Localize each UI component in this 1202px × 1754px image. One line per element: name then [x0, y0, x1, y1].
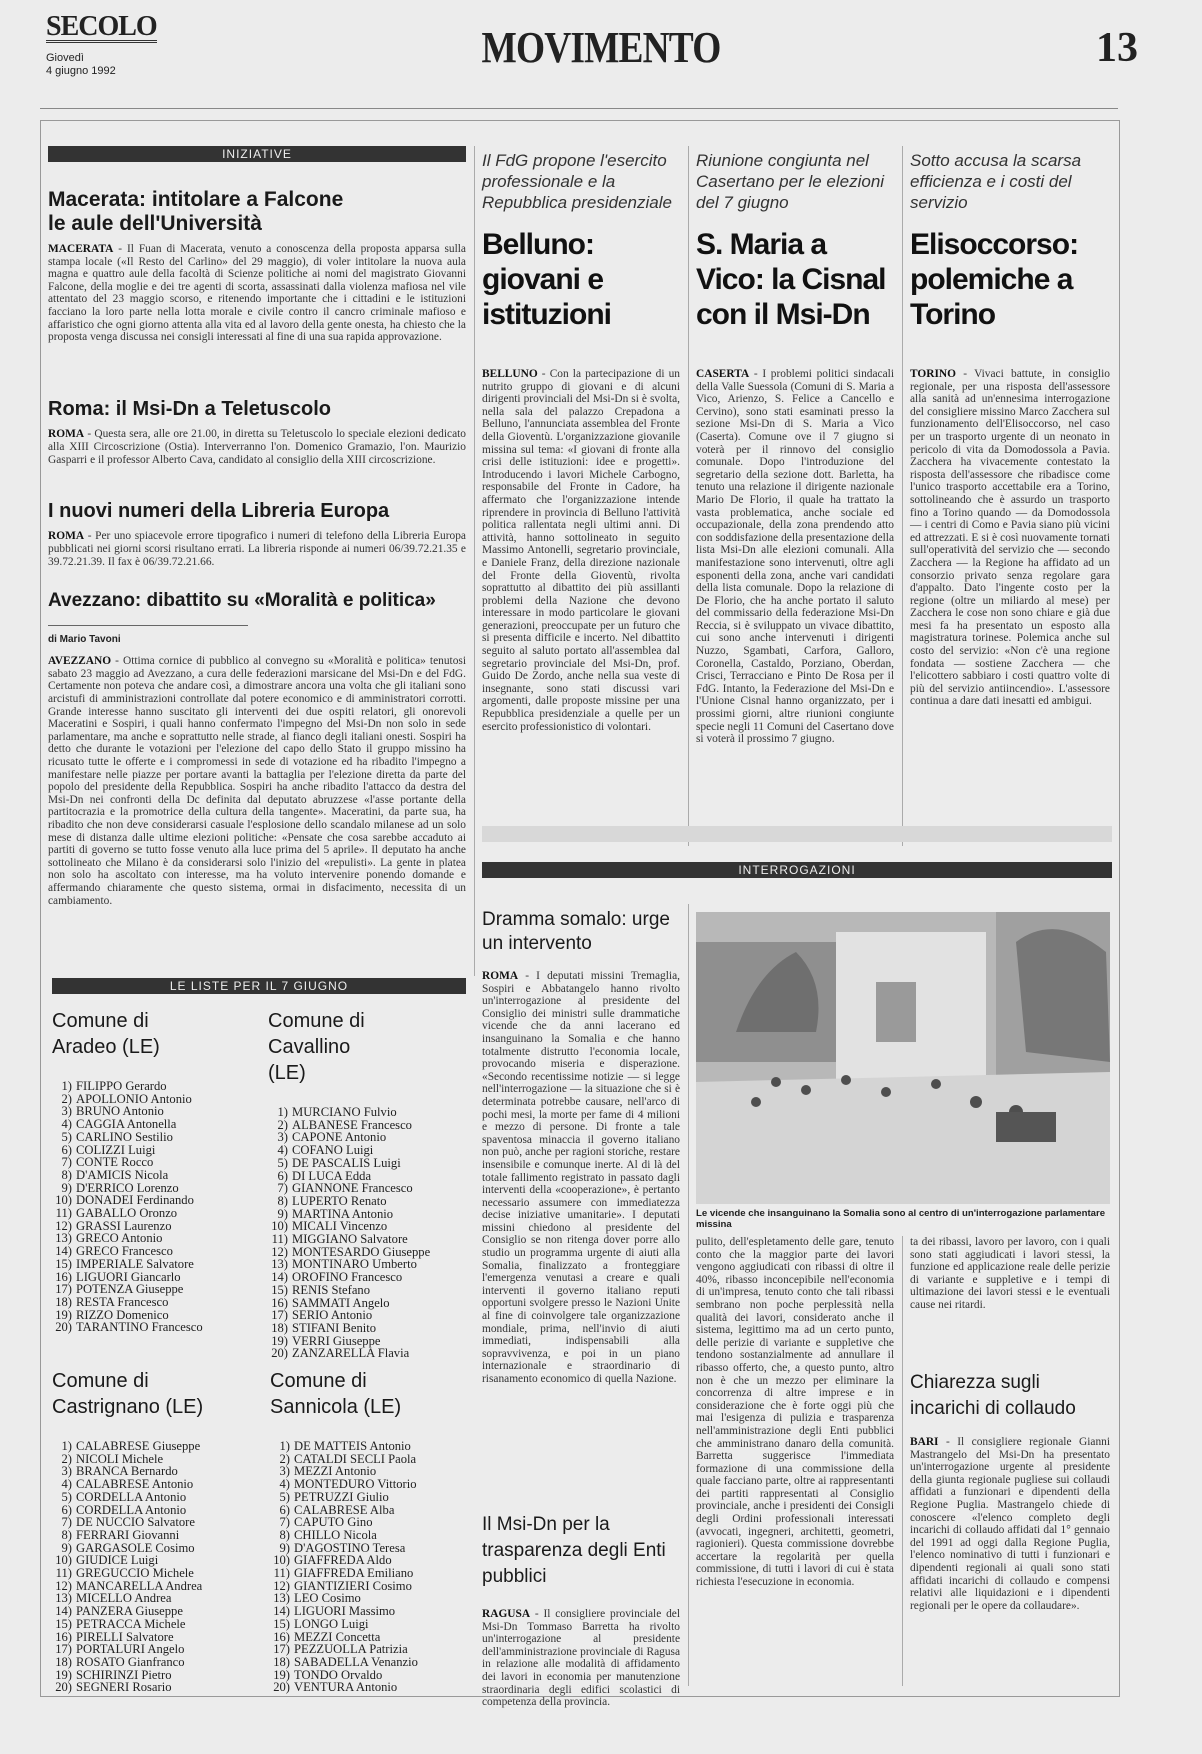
list-title: Comune di Aradeo (LE): [52, 1010, 160, 1058]
candidate-number: 1): [277, 1105, 288, 1119]
candidate-number: 18): [271, 1320, 288, 1335]
byline-rule: [48, 625, 248, 647]
body-macerata: [48, 243, 466, 344]
article-roma-teletuscolo: [48, 398, 466, 466]
body-collaudo: [910, 1436, 1110, 1612]
photo-caption: Le vicende che insanguinano la Somalia sono al centro di un'interrogazione parlamentare missina: [696, 1208, 1106, 1230]
candidate-name: GRECO Antonio: [76, 1231, 163, 1246]
candidate-number: 17): [55, 1282, 72, 1297]
candidate-name: VENTURA Antonio: [294, 1680, 398, 1695]
candidate-name: FILIPPO Gerardo: [76, 1079, 167, 1093]
candidate-number: 1): [279, 1439, 290, 1453]
candidate-name: SABADELLA Venanzio: [294, 1654, 418, 1669]
section-title: MOVIMENTO: [481, 23, 721, 72]
candidate-number: 11): [55, 1206, 72, 1221]
candidate-number: 4): [61, 1477, 72, 1492]
candidate-name: ALBANESE Francesco: [292, 1117, 412, 1132]
dateline: ROMA: [48, 428, 85, 441]
candidate-name: CALABRESE Alba: [294, 1502, 395, 1517]
candidate-number: 20): [55, 1680, 72, 1695]
candidate-number: 20): [273, 1680, 290, 1695]
article-torino: [910, 150, 1110, 708]
candidate-name: MURCIANO Fulvio: [292, 1105, 397, 1119]
candidate-name: CALABRESE Giuseppe: [76, 1439, 201, 1453]
headline-macerata: Macerata: intitolare a Falcone le aule dell'Università: [48, 188, 344, 235]
candidate-name: SCHIRINZI Pietro: [76, 1667, 172, 1682]
candidate-number: 9): [279, 1540, 290, 1555]
candidate-number: 14): [273, 1604, 290, 1619]
candidate-name: MIGGIANO Salvatore: [292, 1232, 408, 1247]
body-belluno: [482, 368, 680, 733]
candidate-number: 5): [277, 1155, 288, 1170]
candidate-name: POTENZA Giuseppe: [76, 1282, 184, 1297]
candidate-number: 8): [279, 1527, 290, 1542]
candidate-name: CHILLO Nicola: [294, 1527, 377, 1542]
candidate-name: COLIZZI Luigi: [76, 1142, 156, 1157]
candidate-number: 14): [55, 1244, 72, 1259]
candidate-number: 4): [277, 1143, 288, 1158]
candidate-name: GIANNONE Francesco: [292, 1181, 413, 1196]
candidate-name: GIANTIZIERI Cosimo: [294, 1578, 412, 1593]
candidate-name: CAGGIA Antonella: [76, 1117, 177, 1132]
candidate-name: BRANCA Bernardo: [76, 1464, 178, 1479]
candidate-name: RIZZO Domenico: [76, 1307, 169, 1322]
kicker-smaria: Riunione congiunta nel Casertano per le elezioni del 7 giugno: [696, 151, 885, 212]
candidate-number: 9): [61, 1180, 72, 1195]
dateline: MACERATA: [48, 243, 114, 256]
list-castrignano: [52, 1368, 252, 1694]
candidate-number: 1): [61, 1079, 72, 1093]
candidate-number: 13): [273, 1591, 290, 1606]
candidate-name: PIRELLI Salvatore: [76, 1629, 174, 1644]
candidate-number: 6): [279, 1502, 290, 1517]
candidate-number: 2): [61, 1451, 72, 1466]
candidate-number: 11): [271, 1232, 288, 1247]
candidate-name: MARTINA Antonio: [292, 1206, 394, 1221]
body-text: - I problemi politici sindacali della Valle Suessola (Comuni di S. Maria a Vico, Arienzo, S. Felice a Cancello e Cervino), sono stati esaminati presso la sezione Msi-Dn di S. Maria a Vico (Caserta). Comune ove il 7 giugno si voterà per il rinnovo del consiglio comunale. Dopo l'introduzione del segretario della sezione dott. Barletta, ha tenuto una relazione il dirigente nazionale Mario De Florio, il quale ha trattato la vasta problematica, anche sociale ed occupazionale, della zona prendendo atto con soddisfazione della presentazione della lista Msi-Dn alle elezioni comunali. Alla manifestazione sono intervenuti, oltre agli esponenti della zona, anche vari candidati della lista comunale. Dopo la relazione di De Florio, che ha anche portato il saluto del commissario della federazione Msi-Dn Reccia, si è sviluppato un vivace dibattito, cui sono anche intervenuti i dirigenti Nuzzo, Sgambati, Carfora, Galloro, Coronella, Castaldo, Porziano, Oberdan, Crisci, Terracciano e Pinto De Rosa per il FdG. Intanto, la Federazione del Msi-Dn e l'Unione Cisnal hanno organizzato, per i prossimi giorni, altre riunioni congiunte specie negli 11 Comuni del Casertano dove si voterà il prossimo 7 giugno.: [696, 368, 894, 746]
body-text: - Il Fuan di Macerata, venuto a conoscenza della proposta apparsa sulla stampa locale («Il Resto del Carlino» del 29 maggio), di voler intitolare la nuova aula magna e quattro aule della facoltà di Scienze politiche ai nomi del magistrato Giovanni Falcone, della moglie e dei tre agenti di scorta, assassinati dalla violenza mafiosa nel vile attentato del 23 maggio scorso, e ritenendo importante che i cittadini e le istituzioni facciano la loro parte nella lotta morale e civile contro il cancro criminale mafioso e affaristico che ogni giorno attenta alla vita ed al lavoro della gente onesta, ha chiesto che la proposta venga discussa nei consigli interessati al fine di una sua rapida approvazione.: [48, 243, 466, 344]
candidate-name: CAPUTO Gino: [294, 1515, 373, 1530]
candidate-number: 7): [61, 1515, 72, 1530]
candidate-number: 15): [55, 1616, 72, 1631]
candidate-number: 17): [55, 1642, 72, 1657]
candidate-name: GRECO Francesco: [76, 1244, 173, 1259]
candidate-name: PANZERA Giuseppe: [76, 1604, 183, 1619]
candidate-name: CATALDI SECLI Paola: [294, 1451, 417, 1466]
candidate-number: 10): [273, 1553, 290, 1568]
candidate-number: 9): [277, 1206, 288, 1221]
article-gare-continuation: [696, 1236, 894, 1589]
kicker-belluno: Il FdG propone l'esercito professionale e la Repubblica presidenziale: [482, 151, 672, 212]
candidate-number: 3): [279, 1464, 290, 1479]
dateline: RAGUSA: [482, 1608, 531, 1620]
candidate-number: 7): [61, 1155, 72, 1170]
candidate-number: 8): [61, 1527, 72, 1542]
candidate-number: 10): [55, 1193, 72, 1208]
candidate-item: [270, 1681, 470, 1694]
candidate-name: PETRUZZI Giulio: [294, 1489, 389, 1504]
candidate-name: D'ERRICO Lorenzo: [76, 1180, 179, 1195]
candidate-list: [268, 1106, 468, 1360]
headline-belluno: Belluno: giovani e istituzioni: [482, 228, 611, 331]
candidate-name: APOLLONIO Antonio: [76, 1091, 192, 1106]
candidate-name: ZANZARELLA Flavia: [292, 1346, 410, 1361]
candidate-name: PEZZUOLLA Patrizia: [294, 1642, 408, 1657]
article-macerata: [48, 188, 466, 344]
candidate-number: 4): [279, 1477, 290, 1492]
candidate-number: 19): [273, 1667, 290, 1682]
candidate-name: PETRACCA Michele: [76, 1616, 186, 1631]
article-smaria: [696, 150, 894, 746]
candidate-name: MICELLO Andrea: [76, 1591, 172, 1606]
byline: di Mario Tavoni: [48, 634, 121, 646]
body-roma: [48, 428, 466, 466]
candidate-number: 8): [277, 1193, 288, 1208]
body-enti: [482, 1608, 680, 1709]
article-belluno: [482, 150, 680, 733]
masthead-date-value: 4 giugno 1992: [46, 65, 116, 77]
candidate-name: TARANTINO Francesco: [76, 1320, 203, 1335]
candidate-number: 11): [55, 1566, 72, 1581]
candidate-number: 10): [55, 1553, 72, 1568]
candidate-name: CORDELLA Antonio: [76, 1489, 187, 1504]
candidate-name: DI LUCA Edda: [292, 1168, 372, 1183]
candidate-name: COFANO Luigi: [292, 1143, 374, 1158]
article-somalia: [482, 908, 680, 1386]
headline-somalia: Dramma somalo: urge un intervento: [482, 909, 670, 954]
dateline: CASERTA: [696, 368, 750, 380]
candidate-number: 2): [277, 1117, 288, 1132]
candidate-name: GABALLO Oronzo: [76, 1206, 178, 1221]
body-text: - Questa sera, alle ore 21.00, in diretta su Teletuscolo lo speciale elezioni dedicato alla XIII Circoscrizione (Ostia). Interverranno l'on. Domenico Gramazio, l'on. Maurizio Gasparri e il professor Alberto Cava, candidato al consiglio della XIII circoscrizione.: [48, 428, 466, 466]
photo-somalia: [696, 912, 1110, 1204]
candidate-number: 11): [273, 1566, 290, 1581]
list-title: Comune di Cavallino (LE): [268, 1010, 365, 1084]
bar-interrogazioni: INTERROGAZIONI: [482, 862, 1112, 878]
candidate-name: ROSATO Gianfranco: [76, 1654, 185, 1669]
candidate-name: BRUNO Antonio: [76, 1104, 164, 1119]
headline-smaria: S. Maria a Vico: la Cisnal con il Msi-Dn: [696, 228, 886, 331]
article-libreria: [48, 500, 466, 568]
body-text: - Ottima cornice di pubblico al convegno su «Moralità e politica» tenutosi sabato 23 maggio ad Avezzano, a cura delle federazioni marsicane del Msi-Dn e del FdG. Certamente non poteva che andare così, a dimostrare ancora una volta che gli italiani sono arcistufi di amministrazioni controllate dal potere economico e di amministratori corrotti. Grande interesse hanno suscitato gli interventi dei due ospiti relatori, gli onorevoli Maceratini e Sospiri, i quali hanno confermato l'impegno del Msi-Dn non solo in sede parlamentare, ma anche e soprattutto nelle strade, al fianco degli italiani onesti. Sospiri ha detto che durante le votazioni per l'elezione del capo dello Stato il gruppo missino ha ricusato tutte le offerte e i compromessi in sede di votazione ed ha ribadito l'impegno a manifestare nelle piazze per portare avanti la battaglia per l'elezione diretta da parte del popolo del presidente della Repubblica. Sospiri ha anche ribadito l'attacco da destra del Msi-Dn nei confronti della Dc definita dal deputato abruzzese «l'asse portante della partitocrazia e la promotrice della cultura della tangente». Maceratini, da parte sua, ha ribadito che non deve considerarsi casuale l'esplosione dello scandalo milanese ad un solo mese di distanza dalle ultime elezioni politiche: «Pensate che cosa sarebbe accaduto ai partiti di governo se tutto fosse venuto alla luce prima del 5 aprile». Il deputato ha anche sottolineato che Milano è da considerarsi solo l'inizio del «repulisti». La gente in platea non solo ha ascoltato con interesse, ma ha voluto intervenire ponendo domande e affermando chiaramente che questo sistema, ormai in disfacimento, necessita di un cambiamento.: [48, 655, 466, 907]
candidate-number: 12): [55, 1578, 72, 1593]
kicker-torino: Sotto accusa la scarsa efficienza e i costi del servizio: [910, 151, 1082, 212]
candidate-name: RESTA Francesco: [76, 1294, 169, 1309]
candidate-name: DE MATTEIS Antonio: [294, 1439, 411, 1453]
candidate-name: GIUDICE Luigi: [76, 1553, 159, 1568]
candidate-name: LEO Cosimo: [294, 1591, 361, 1606]
article-collaudo: [910, 1370, 1110, 1612]
candidate-number: 1): [61, 1439, 72, 1453]
candidate-name: MONTESARDO Giuseppe: [292, 1244, 431, 1259]
candidate-number: 6): [61, 1142, 72, 1157]
headline-collaudo: Chiarezza sugli incarichi di collaudo: [910, 1372, 1076, 1419]
headline-libreria: I nuovi numeri della Libreria Europa: [48, 500, 390, 522]
candidate-number: 20): [271, 1346, 288, 1361]
candidate-name: SAMMATI Angelo: [292, 1295, 390, 1310]
candidate-number: 3): [61, 1464, 72, 1479]
candidate-name: D'AGOSTINO Teresa: [294, 1540, 406, 1555]
candidate-number: 12): [55, 1218, 72, 1233]
candidate-name: MANCARELLA Andrea: [76, 1578, 203, 1593]
list-aradeo: [52, 1008, 252, 1334]
headline-roma: Roma: il Msi-Dn a Teletuscolo: [48, 398, 331, 420]
candidate-number: 13): [55, 1591, 72, 1606]
candidate-number: 15): [271, 1282, 288, 1297]
candidate-name: IMPERIALE Salvatore: [76, 1256, 194, 1271]
column-rule: [474, 146, 475, 976]
candidate-number: 16): [55, 1629, 72, 1644]
list-title: Comune di Sannicola (LE): [270, 1370, 402, 1418]
candidate-name: CARLINO Sestilio: [76, 1129, 173, 1144]
candidate-name: DONADEI Ferdinando: [76, 1193, 194, 1208]
dateline: AVEZZANO: [48, 655, 112, 668]
body-gare2: ta dei ribassi, lavoro per lavoro, con i quali sono stati aggiudicati i lavori stessi, la funzione ed applicazione reale delle perizie di variante e suppletive e i tempi di ultimazione dei lavori stessi e le eventuali cause nei ritardi.: [910, 1236, 1110, 1311]
candidate-number: 14): [271, 1270, 288, 1285]
body-avezzano: [48, 655, 466, 907]
candidate-item: [52, 1321, 252, 1334]
candidate-number: 12): [273, 1578, 290, 1593]
candidate-number: 18): [55, 1654, 72, 1669]
candidate-name: DE PASCALIS Luigi: [292, 1155, 401, 1170]
candidate-number: 19): [55, 1307, 72, 1322]
candidate-number: 10): [271, 1219, 288, 1234]
candidate-number: 5): [61, 1129, 72, 1144]
candidate-name: DE NUCCIO Salvatore: [76, 1515, 195, 1530]
body-text: - Vivaci battute, in consiglio regionale, per una risposta dell'assessore alla sanità ad un'ennesima interrogazione del consigliere missino Marco Zacchera sul funzionamento dell'Elisoccorso, nel caso per un trasporto urgente di un neonato in pericolo di vita da Domodossola a Pavia. Zacchera ha vivacemente contestato la risposta dell'assessore che ribadisce come l'unico trasporto accettabile era a Torino, sottolineando che è assurdo un trasporto fino a Torino quando — da Domodossola — i centri di Como e Pavia siano più vicini ed attrezzati. E si è così nuovamente tornati sull'operatività del servizio che — secondo Zacchera — la Regione ha affidato ad un consorzio privato senza regolare gara d'appalto. Dato l'ingente costo per la regione (oltre un miliardo al mese) per Zacchera le cose non sono chiare e già due mesi fa ha presentato un esposto alla magistratura torinese. Polemica anche sul costo del servizio: «Non c'è una regione fondata — sostiene Zacchera — che l'elicottero sabbiaro i costi quattro volte di più del servizio antiincendio». L'assessore continua a dare dati inesatti ed ambigui.: [910, 368, 1110, 708]
candidate-number: 12): [271, 1244, 288, 1259]
candidate-name: STIFANI Benito: [292, 1320, 377, 1335]
candidate-name: D'AMICIS Nicola: [76, 1167, 169, 1182]
candidate-name: CONTE Rocco: [76, 1155, 154, 1170]
body-text: - Il consigliere regionale Gianni Mastrangelo del Msi-Dn ha presentato un'interrogazione urgente al presidente della giunta regionale pugliese sui collaudi affidati a funzionari e dipendenti della Regione Puglia. Mastrangelo chiede di conoscere «l'elenco completo degli incarichi di collaudo affidati dal 1° gennaio del 1991 ad oggi dalla Regione Puglia, l'elenco nominativo di tutti i funzionari e dipendenti regionali ai quali sono stati affidati incarichi di collaudo e compensi relativi alle liquidazioni e i dipendenti regionali per le opere da collaudare».: [910, 1436, 1110, 1612]
header-rule: [40, 108, 1118, 109]
candidate-list: [52, 1440, 252, 1694]
body-text: - Con la partecipazione di un nutrito gruppo di giovani e di alcuni dirigenti provinciali del Msi-Dn si è svolta, nella sala del palazzo Crepadona a Belluno, l'annunciata assemblea del Fronte della Gioventù. L'organizzazione giovanile missina sul tema: «I giovani di fronte alla crisi delle istituzioni: idee e progetti». Introducendo i lavori Michele Carbogno, responsabile del Fronte in Cadore, ha affermato che l'organizzazione intende riprendere in provincia di Belluno l'attività politica rallentata negli ultimi anni. Di attività, hanno sottolineato in seguito Massimo Antonelli, segretario provinciale, e Daniele Franz, della direzione nazionale del Fronte della Gioventù, rivolta soprattutto al dibattito dei più assillanti problemi della Nazione che devono interessare in modo particolare le giovani generazioni, preoccupate per un futuro che si presenta difficile e incerto. Nel dibattito seguito al saluto portato all'assemblea dal segretario provinciale del Msi-Dn, prof. Guido De Zordo, anche nella sua veste di insegnante, sono stati discussi vari argomenti, dalle proposte missine per una Repubblica presidenziale a quelle per un esercito professionistico di volontari.: [482, 368, 680, 733]
candidate-number: 5): [61, 1489, 72, 1504]
candidate-name: LIGUORI Giancarlo: [76, 1269, 181, 1284]
candidate-number: 4): [61, 1117, 72, 1132]
candidate-number: 20): [55, 1320, 72, 1335]
candidate-name: GARGASOLE Cosimo: [76, 1540, 195, 1555]
dateline: BELLUNO: [482, 368, 538, 380]
article-enti: [482, 1512, 680, 1709]
body-gare: pulito, dell'espletamento delle gare, tenuto conto che la maggior parte dei lavori vengono aggiudicati con ribassi di oltre il 40%, ribasso inconcepibile nell'economia di un'impresa, tenuto conto che tali ribassi sembrano non poche perplessità nella qualità dei lavori, considerato anche il sistema, legittimo ma ad un certo punto, delle perizie di variante e suppletive che tendono sostanzialmente ad annullare il ribasso offerto, che, a questo punto, altro non è che un mezzo per eliminare la concorrenza di altre imprese e in considerazione che è forte oggi più che mai l'esigenza di pulizia e trasparenza nell'amministrazione degli Enti pubblici che amministrano danaro della comunità. Barretta suggerisce l'immediata formazione di una commissione della quale facciano parte, oltre ai rappresentanti dei partiti rappresentati al Consiglio provinciale, anche i presidenti dei Consigli degli Ordini professionali interessati (avvocati, ingegneri, architetti, geometri, ragionieri). Questa commissione dovrebbe accertare la regolarità per quella commissione, di tutti i lavori di cui è stata richiesta l'esecuzione in economia.: [696, 1236, 894, 1589]
candidate-number: 13): [271, 1257, 288, 1272]
candidate-number: 16): [273, 1629, 290, 1644]
candidate-name: PORTALURI Angelo: [76, 1642, 185, 1657]
candidate-number: 2): [61, 1091, 72, 1106]
candidate-number: 16): [271, 1295, 288, 1310]
candidate-item: [268, 1347, 468, 1360]
photo-illustration: [696, 912, 1110, 1204]
candidate-number: 6): [277, 1168, 288, 1183]
list-cavallino: [268, 1008, 468, 1360]
candidate-name: MEZZI Concetta: [294, 1629, 381, 1644]
body-somalia: [482, 970, 680, 1386]
body-torino: [910, 368, 1110, 708]
candidate-name: VERRI Giuseppe: [292, 1333, 381, 1348]
masthead-logo: SECOLO: [46, 11, 157, 42]
candidate-name: GIAFFREDA Aldo: [294, 1553, 392, 1568]
candidate-number: 5): [279, 1489, 290, 1504]
candidate-name: MONTINARO Umberto: [292, 1257, 417, 1272]
candidate-number: 16): [55, 1269, 72, 1284]
candidate-name: LONGO Luigi: [294, 1616, 369, 1631]
body-text: - Per uno spiacevole errore tipografico i numeri di telefono della Libreria Europa pubblicati nei giorni scorsi risultano errati. La libreria risponde ai numeri 06/39.72.21.35 e 39.72.21.39. Il fax è 06/39.72.21.66.: [48, 530, 466, 568]
candidate-number: 17): [271, 1308, 288, 1323]
candidate-name: GIAFFREDA Emiliano: [294, 1566, 414, 1581]
headline-enti: Il Msi-Dn per la trasparenza degli Enti pubblici: [482, 1514, 666, 1587]
candidate-name: OROFINO Francesco: [292, 1270, 403, 1285]
candidate-name: GRASSI Laurenzo: [76, 1218, 172, 1233]
candidate-list: [52, 1080, 252, 1334]
candidate-number: 13): [55, 1231, 72, 1246]
candidate-name: NICOLI Michele: [76, 1451, 164, 1466]
column-rule: [688, 146, 689, 846]
candidate-number: 6): [61, 1502, 72, 1517]
candidate-name: TONDO Orvaldo: [294, 1667, 383, 1682]
candidate-name: MEZZI Antonio: [294, 1464, 377, 1479]
candidate-number: 7): [277, 1181, 288, 1196]
candidate-number: 9): [61, 1540, 72, 1555]
candidate-name: CALABRESE Antonio: [76, 1477, 194, 1492]
body-text: - I deputati missini Tremaglia, Sospiri e Abbatangelo hanno rivolto un'interrogazione al presidente del Consiglio dei ministri sulle drammatiche vicende che da anni lacerano ed insanguinano la Somalia e che hanno totalmente distrutto l'economia locale, provocando miseria e disperazione. «Secondo recentissime notizie — si legge nell'interrogazione — la situazione che si è determinata potrebbe causare, nell'arco di pochi mesi, la morte per fame di 4 milioni e mezzo di persone. Di fronte a tale spaventosa minaccia il governo italiano non può, anche per ragioni storiche, restare insensibile e comunque inerte. Al di là del totale fallimento registrato in passato dagli interventi della «cooperazione», è pertanto necessario assumere con immediatezza decise iniziative umanitarie». I deputati missini chiedono al presidente del Consiglio se non ritenga dover porre allo studio un programma urgente di aiuti alla Somalia, finalizzato a fronteggiare l'emergenza venutasi a creare e quali interventi il governo italiano reputi opportuni svolgere presso le Nazioni Unite al fine di coinvolgere tale organizzazione mondiale, prima, nell'invio di aiuti immediati, indispensabili alla sopravvivenza, e poi in un piano internazionale e straordinario di risanamento economico di quella Nazione.: [482, 970, 680, 1385]
candidate-name: LUPERTO Renato: [292, 1193, 387, 1208]
candidate-number: 7): [279, 1515, 290, 1530]
dateline: TORINO: [910, 368, 956, 380]
candidate-name: GREGUCCIO Michele: [76, 1566, 194, 1581]
column-rule: [902, 146, 903, 846]
dateline: ROMA: [482, 970, 519, 982]
column-rule: [902, 1236, 903, 1686]
bar-iniziative: INIZIATIVE: [48, 146, 466, 162]
divider-strip: [482, 826, 1112, 842]
page-number: 13: [1096, 25, 1138, 71]
candidate-number: 2): [279, 1451, 290, 1466]
candidate-number: 3): [277, 1130, 288, 1145]
candidate-number: 17): [273, 1642, 290, 1657]
headline-torino: Elisoccorso: polemiche a Torino: [910, 228, 1079, 331]
candidate-number: 3): [61, 1104, 72, 1119]
body-smaria: [696, 368, 894, 746]
body-libreria: [48, 530, 466, 568]
candidate-number: 8): [61, 1167, 72, 1182]
candidate-name: SERIO Antonio: [292, 1308, 373, 1323]
headline-avezzano: Avezzano: dibattito su «Moralità e politica»: [48, 590, 436, 611]
candidate-number: 18): [273, 1654, 290, 1669]
candidate-number: 19): [271, 1333, 288, 1348]
candidate-name: MICALI Vincenzo: [292, 1219, 388, 1234]
list-sannicola: [270, 1368, 470, 1694]
candidate-name: FERRARI Giovanni: [76, 1527, 180, 1542]
masthead-day: Giovedì: [46, 52, 84, 64]
candidate-list: [270, 1440, 470, 1694]
dateline: ROMA: [48, 530, 85, 543]
body-text: - Il consigliere provinciale del Msi-Dn Tommaso Barretta ha rivolto un'interrogazione al presidente dell'amministrazione provinciale di Ragusa in relazione alle modalità di affidamento dei lavori in economia per manutenzione straordinaria degli edifici scolastici di competenza della provincia.: [482, 1608, 680, 1709]
candidate-number: 14): [55, 1604, 72, 1619]
candidate-number: 15): [55, 1256, 72, 1271]
candidate-name: LIGUORI Massimo: [294, 1604, 396, 1619]
candidate-name: SEGNERI Rosario: [76, 1680, 172, 1695]
dateline: BARI: [910, 1436, 939, 1448]
candidate-item: [52, 1681, 252, 1694]
candidate-name: CAPONE Antonio: [292, 1130, 387, 1145]
column-rule: [688, 904, 689, 1686]
candidate-number: 15): [273, 1616, 290, 1631]
list-title: Comune di Castrignano (LE): [52, 1370, 204, 1418]
article-avezzano: [48, 590, 466, 907]
candidate-number: 18): [55, 1294, 72, 1309]
candidate-number: 19): [55, 1667, 72, 1682]
bar-liste: LE LISTE PER IL 7 GIUGNO: [52, 978, 466, 994]
article-gare2: [910, 1236, 1110, 1312]
candidate-name: MONTEDURO Vittorio: [294, 1477, 417, 1492]
candidate-name: RENIS Stefano: [292, 1282, 371, 1297]
candidate-name: CORDELLA Antonio: [76, 1502, 187, 1517]
